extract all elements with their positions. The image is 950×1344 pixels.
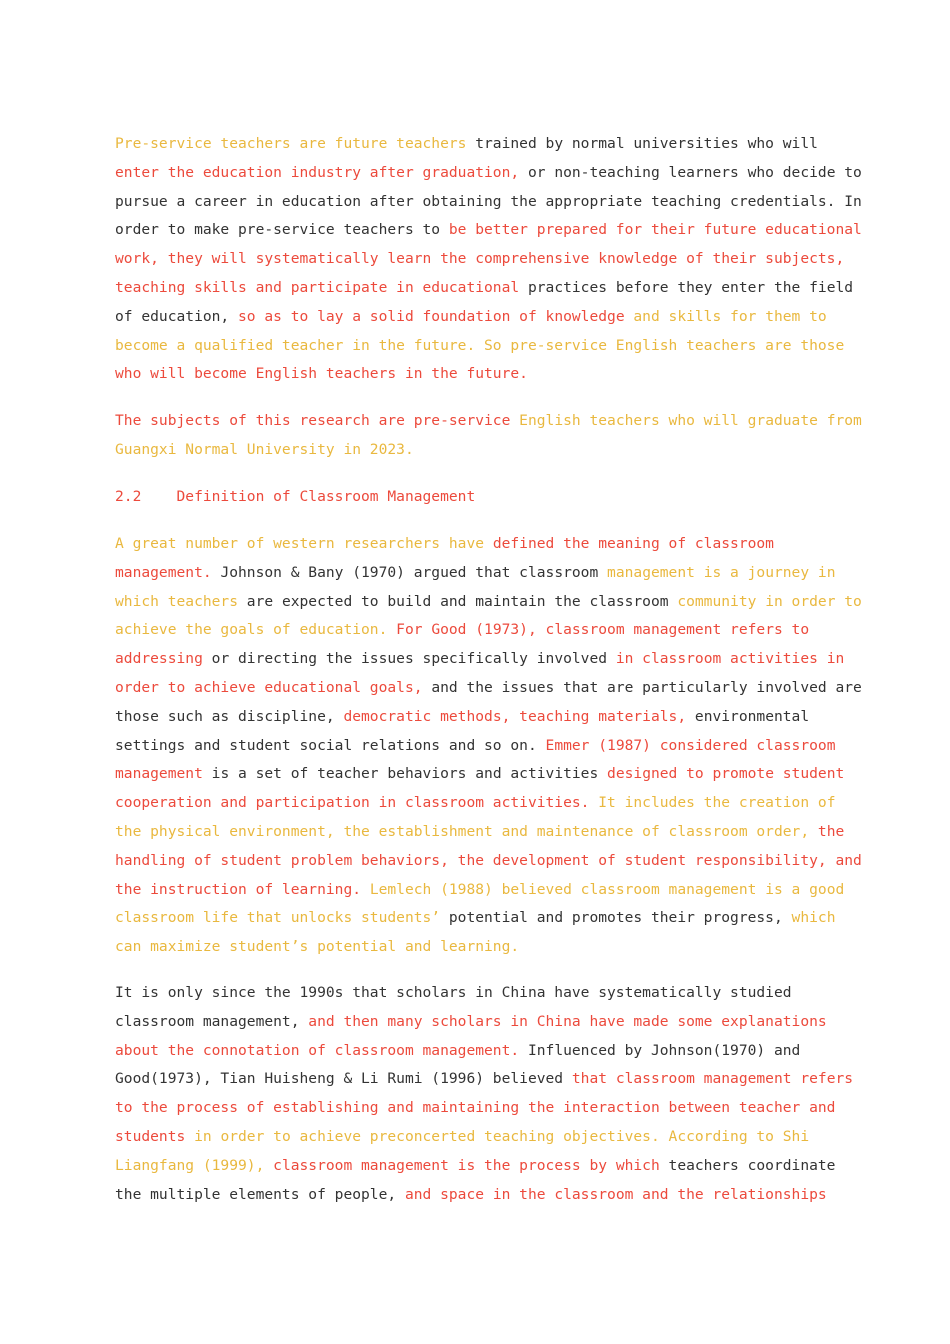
text-segment: addressing	[115, 650, 203, 668]
text-line	[115, 979, 835, 1008]
text-segment: Guangxi Normal University in 2023.	[115, 440, 414, 458]
text-segment: management is a journey in	[607, 563, 836, 581]
text-segment: 2.2 Definition of Classroom Management	[115, 488, 476, 505]
text-line	[115, 645, 845, 674]
text-segment: classroom management,	[115, 1012, 309, 1030]
text-line	[115, 904, 835, 933]
text-segment: students	[115, 1127, 186, 1145]
text-segment: handling of student problem behaviors, the development of student responsibility, and	[115, 851, 862, 869]
text-segment: enter the education industry after graduation,	[115, 163, 520, 181]
text-segment: can maximize student’s potential and learning.	[115, 938, 520, 956]
text-segment: pursue a career in education after obtaining the appropriate teaching credentials. In	[115, 192, 862, 210]
text-segment: classroom management is the process by which	[273, 1156, 660, 1174]
text-segment: and space in the classroom and the relationships	[404, 1185, 827, 1203]
text-line	[115, 760, 845, 789]
text-segment: Lemlech (1988) believed classroom management is a good	[369, 880, 845, 898]
text-segment: management.	[115, 563, 212, 581]
text-line	[115, 789, 835, 818]
text-segment: designed to promote student	[607, 765, 845, 783]
text-segment: potential and promotes their progress,	[440, 909, 792, 927]
text-segment: or directing the issues specifically involved	[202, 650, 616, 668]
text-segment: classroom life that unlocks students’	[115, 909, 441, 927]
text-line	[115, 818, 845, 847]
text-segment: Emmer (1987) considered classroom	[545, 736, 836, 754]
text-line	[115, 159, 862, 188]
text-segment: cooperation and participation in classroom activities.	[115, 794, 599, 812]
text-line	[115, 933, 835, 962]
text-segment: achieve the goals of education.	[115, 621, 397, 639]
text-segment: be better prepared for their future educational	[448, 221, 862, 239]
text-segment: the instruction of learning.	[115, 880, 370, 898]
text-segment: Pre-service teachers are future teachers	[115, 135, 467, 152]
text-segment: is a set of teacher behaviors and activities	[202, 765, 608, 783]
text-segment: those such as discipline,	[115, 707, 344, 725]
text-segment: are expected to build and maintain the classroom	[238, 592, 678, 610]
text-line	[115, 616, 835, 645]
text-segment: that classroom management refers	[571, 1070, 854, 1088]
text-segment: order to make pre-service teachers to	[115, 221, 449, 239]
text-segment: teaching skills and participate in educational	[115, 278, 520, 296]
text-line	[115, 436, 835, 465]
text-segment: and the issues that are particularly involved are	[422, 678, 862, 696]
text-segment: in order to achieve preconcerted teaching objectives. According to Shi	[185, 1127, 810, 1145]
text-segment: English teachers who will graduate from	[510, 412, 862, 429]
text-line	[115, 1152, 835, 1181]
text-segment: The subjects of this research are pre-service	[115, 412, 511, 429]
text-segment: about the connotation of classroom management.	[115, 1041, 520, 1059]
text-line	[115, 588, 862, 617]
text-segment: so as to lay a solid foundation of knowledge	[238, 307, 625, 325]
text-segment: which	[791, 909, 836, 927]
text-line	[115, 360, 835, 389]
text-segment: defined the meaning of classroom	[492, 535, 774, 552]
text-line	[115, 1037, 835, 1066]
text-segment: or non-teaching learners who decide to	[519, 163, 862, 181]
text-line	[115, 1181, 835, 1210]
text-line	[115, 216, 862, 245]
text-line	[115, 188, 862, 217]
text-segment: It includes the creation of	[598, 794, 836, 812]
text-segment: trained by normal universities who will	[466, 135, 818, 152]
text-segment: to the process of establishing and maintaining the interaction between teacher and	[115, 1099, 836, 1117]
text-line	[115, 407, 862, 436]
text-segment: which teachers	[115, 592, 239, 610]
text-segment: the	[817, 822, 845, 840]
text-segment: community in order to	[677, 592, 862, 610]
text-segment: who will become English teachers in the future.	[115, 365, 528, 383]
text-line	[115, 332, 845, 361]
text-segment: Influenced by Johnson(1970) and	[519, 1041, 801, 1059]
text-segment: For Good (1973), classroom management refers to	[396, 621, 810, 639]
text-segment: in classroom activities in	[615, 650, 845, 668]
text-segment: work, they will systematically learn the comprehensive knowledge of their subjects,	[115, 250, 845, 268]
text-line	[115, 847, 862, 876]
paragraph-research-subjects	[115, 407, 862, 465]
text-line	[115, 876, 845, 905]
text-segment: Johnson & Bany (1970) argued that classroom	[211, 563, 608, 581]
text-line	[115, 732, 835, 761]
text-segment: and skills for them to	[624, 307, 827, 325]
text-line	[115, 245, 845, 274]
text-segment: of education,	[115, 307, 239, 325]
paragraph-pre-service-definition	[115, 130, 862, 389]
text-line	[115, 1065, 854, 1094]
text-segment: Liangfang (1999),	[115, 1156, 274, 1174]
text-line	[115, 303, 835, 332]
section-heading	[115, 483, 835, 512]
text-line	[115, 1123, 835, 1152]
text-line	[115, 130, 835, 159]
paragraph-chinese-definitions	[115, 979, 854, 1209]
text-segment: A great number of western researchers have	[115, 535, 493, 552]
text-line	[115, 1094, 835, 1123]
text-segment: the multiple elements of people,	[115, 1185, 405, 1203]
text-segment: and then many scholars in China have made some explanations	[308, 1012, 827, 1030]
text-segment: management	[115, 765, 203, 783]
text-segment: It is only since the 1990s that scholars in China have systematically studied	[115, 984, 792, 1001]
text-line	[115, 483, 835, 512]
text-line	[115, 530, 835, 559]
text-line	[115, 703, 835, 732]
text-segment: democratic methods, teaching materials,	[343, 707, 687, 725]
text-segment: practices before they enter the field	[519, 278, 854, 296]
text-line	[115, 674, 862, 703]
text-line	[115, 274, 854, 303]
text-segment: settings and student social relations and so on.	[115, 736, 546, 754]
text-line	[115, 559, 835, 588]
text-segment: Good(1973), Tian Huisheng & Li Rumi (1996) believed	[115, 1070, 572, 1088]
text-segment: order to achieve educational goals,	[115, 678, 423, 696]
text-segment: the physical environment, the establishment and maintenance of classroom order,	[115, 822, 818, 840]
text-segment: teachers coordinate	[659, 1156, 836, 1174]
text-segment: become a qualified teacher in the future. So pre-service English teachers are those	[115, 336, 845, 354]
text-line	[115, 1008, 835, 1037]
paragraph-western-definitions	[115, 530, 862, 962]
text-segment: environmental	[686, 707, 810, 725]
